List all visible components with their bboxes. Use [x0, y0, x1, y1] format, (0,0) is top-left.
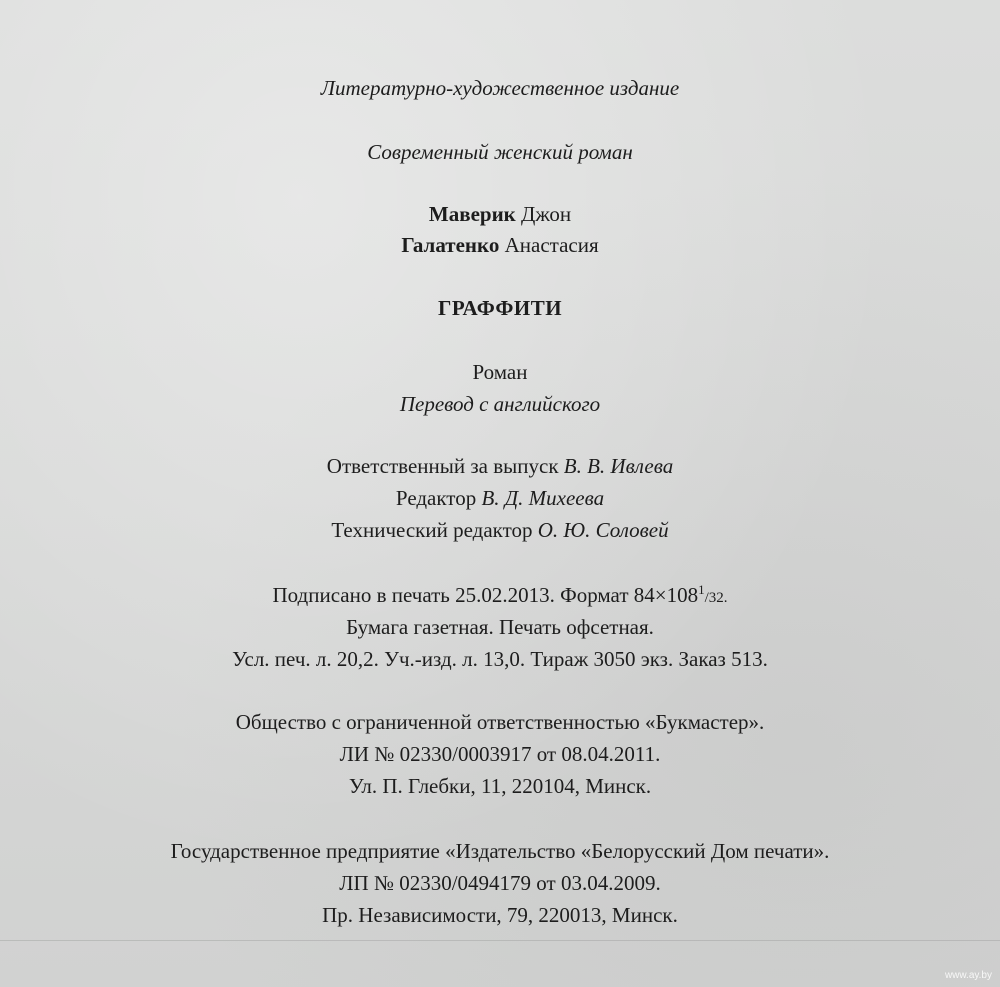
printer-name: Государственное предприятие «Издательство «Белорусский Дом печати». — [170, 839, 830, 863]
print-signed-line — [0, 582, 1000, 611]
edition-type: Литературно-художественное издание — [320, 76, 680, 100]
format-denominator: /32. — [704, 590, 728, 606]
paper-line: Бумага газетная. Печать офсетная. — [346, 615, 654, 639]
page-bottom-edge — [0, 940, 1000, 941]
author-1-surname: Маверик — [428, 202, 516, 226]
publisher-name: Общество с ограниченной ответственностью «Букмастер». — [235, 710, 765, 734]
printer-address: Пр. Независимости, 79, 220013, Минск. — [322, 903, 678, 927]
staff-role-editor: Редактор — [395, 486, 477, 510]
genre: Роман — [472, 360, 528, 384]
staff-line-responsible — [0, 453, 1000, 479]
staff-role-responsible: Ответственный за выпуск — [326, 454, 559, 478]
staff-line-tech-editor — [0, 517, 1000, 543]
printer-license: ЛП № 02330/0494179 от 03.04.2009. — [339, 871, 661, 895]
author-line-1 — [0, 201, 1000, 227]
author-2-name: Анастасия — [504, 233, 599, 257]
staff-person-editor: В. Д. Михеева — [481, 486, 605, 510]
author-line-2 — [0, 232, 1000, 258]
author-2-surname: Галатенко — [401, 233, 500, 257]
staff-person-responsible: В. В. Ивлева — [563, 454, 674, 478]
translation-note: Перевод с английского — [399, 392, 601, 416]
series-name: Современный женский роман — [367, 140, 633, 164]
print-signed-text: Подписано в печать 25.02.2013. Формат 84×108 — [272, 583, 699, 607]
volume-line: Усл. печ. л. 20,2. Уч.-изд. л. 13,0. Тираж 3050 экз. Заказ 513. — [232, 647, 768, 671]
book-title: ГРАФФИТИ — [437, 296, 563, 320]
format-superscript: 1 — [698, 582, 705, 597]
staff-person-tech-editor: О. Ю. Соловей — [537, 518, 669, 542]
publisher-license: ЛИ № 02330/0003917 от 08.04.2011. — [339, 742, 661, 766]
watermark: www.ay.by — [944, 970, 992, 981]
staff-line-editor — [0, 485, 1000, 511]
staff-role-tech-editor: Технический редактор — [331, 518, 533, 542]
author-1-name: Джон — [521, 202, 572, 226]
publisher-address: Ул. П. Глебки, 11, 220104, Минск. — [348, 774, 652, 798]
